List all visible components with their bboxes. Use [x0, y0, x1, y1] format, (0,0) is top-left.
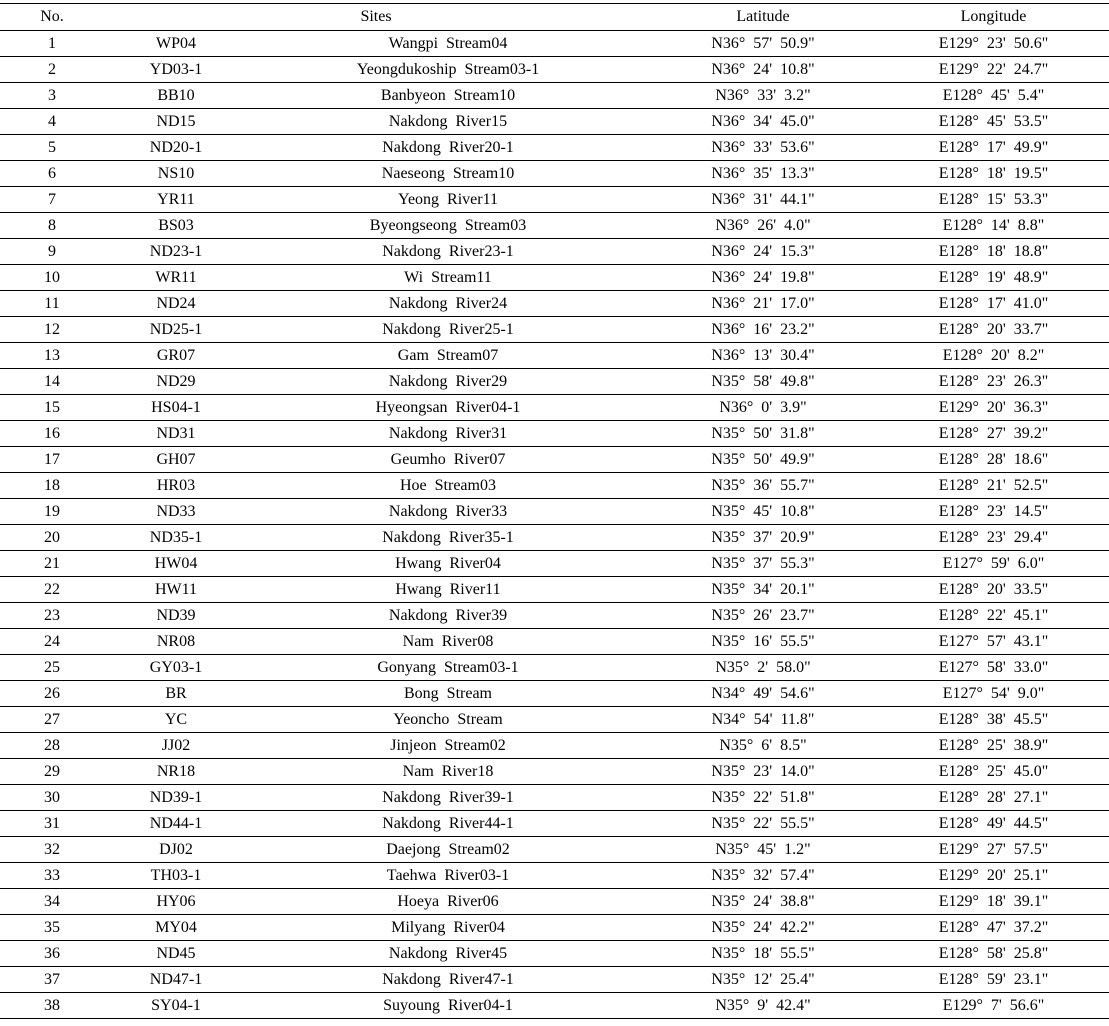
- cell-site-code: ND47-1: [104, 967, 248, 993]
- cell-site-name: Nakdong River33: [248, 499, 648, 525]
- cell-no: 33: [0, 863, 104, 889]
- cell-latitude: N36° 26' 4.0": [648, 213, 878, 239]
- cell-latitude: N35° 6' 8.5": [648, 733, 878, 759]
- cell-site-code: BS03: [104, 213, 248, 239]
- table-row: [0, 265, 1109, 291]
- cell-site-code: ND39: [104, 603, 248, 629]
- table-row: [0, 109, 1109, 135]
- cell-site-code: NR18: [104, 759, 248, 785]
- cell-site-name: Hyeongsan River04-1: [248, 395, 648, 421]
- cell-site-name: Nakdong River39: [248, 603, 648, 629]
- table-row: [0, 239, 1109, 265]
- cell-longitude: E128° 28' 18.6": [878, 447, 1109, 473]
- cell-site-name: Hwang River11: [248, 577, 648, 603]
- cell-longitude: E129° 7' 56.6": [878, 993, 1109, 1019]
- cell-site-name: Nam River08: [248, 629, 648, 655]
- table-row: [0, 681, 1109, 707]
- cell-no: 15: [0, 395, 104, 421]
- cell-site-code: TH03-1: [104, 863, 248, 889]
- cell-site-code: NR08: [104, 629, 248, 655]
- table-row: [0, 967, 1109, 993]
- cell-no: 32: [0, 837, 104, 863]
- cell-latitude: N35° 18' 55.5": [648, 941, 878, 967]
- cell-latitude: N36° 16' 23.2": [648, 317, 878, 343]
- cell-latitude: N36° 34' 45.0": [648, 109, 878, 135]
- cell-latitude: N34° 54' 11.8": [648, 707, 878, 733]
- cell-no: 34: [0, 889, 104, 915]
- cell-site-code: HW11: [104, 577, 248, 603]
- cell-site-code: BR: [104, 681, 248, 707]
- cell-no: 31: [0, 811, 104, 837]
- cell-latitude: N35° 23' 14.0": [648, 759, 878, 785]
- cell-no: 12: [0, 317, 104, 343]
- cell-latitude: N35° 22' 51.8": [648, 785, 878, 811]
- cell-site-name: Wangpi Stream04: [248, 31, 648, 57]
- cell-site-code: ND31: [104, 421, 248, 447]
- table-row: [0, 161, 1109, 187]
- cell-no: 14: [0, 369, 104, 395]
- table-header: [0, 4, 1109, 31]
- cell-latitude: N35° 24' 38.8": [648, 889, 878, 915]
- cell-site-code: HS04-1: [104, 395, 248, 421]
- cell-site-code: ND24: [104, 291, 248, 317]
- table-row: [0, 447, 1109, 473]
- cell-longitude: E129° 20' 25.1": [878, 863, 1109, 889]
- cell-site-code: DJ02: [104, 837, 248, 863]
- cell-latitude: N35° 36' 55.7": [648, 473, 878, 499]
- cell-longitude: E128° 23' 14.5": [878, 499, 1109, 525]
- cell-no: 2: [0, 57, 104, 83]
- header-latitude: Latitude: [648, 4, 878, 31]
- cell-site-code: JJ02: [104, 733, 248, 759]
- cell-longitude: E127° 58' 33.0": [878, 655, 1109, 681]
- sites-table: [0, 3, 1109, 1019]
- cell-latitude: N35° 24' 42.2": [648, 915, 878, 941]
- cell-latitude: N35° 12' 25.4": [648, 967, 878, 993]
- cell-site-name: Banbyeon Stream10: [248, 83, 648, 109]
- cell-no: 37: [0, 967, 104, 993]
- cell-site-code: SY04-1: [104, 993, 248, 1019]
- cell-site-code: ND33: [104, 499, 248, 525]
- cell-site-name: Wi Stream11: [248, 265, 648, 291]
- cell-no: 24: [0, 629, 104, 655]
- cell-site-name: Hwang River04: [248, 551, 648, 577]
- cell-site-code: GR07: [104, 343, 248, 369]
- cell-no: 18: [0, 473, 104, 499]
- table-row: [0, 317, 1109, 343]
- cell-no: 6: [0, 161, 104, 187]
- cell-site-name: Nakdong River25-1: [248, 317, 648, 343]
- cell-no: 11: [0, 291, 104, 317]
- table-row: [0, 551, 1109, 577]
- table-row: [0, 135, 1109, 161]
- cell-longitude: E128° 59' 23.1": [878, 967, 1109, 993]
- cell-site-name: Gonyang Stream03-1: [248, 655, 648, 681]
- cell-no: 28: [0, 733, 104, 759]
- cell-site-code: ND25-1: [104, 317, 248, 343]
- cell-latitude: N35° 50' 31.8": [648, 421, 878, 447]
- cell-latitude: N35° 34' 20.1": [648, 577, 878, 603]
- cell-site-code: ND23-1: [104, 239, 248, 265]
- cell-no: 1: [0, 31, 104, 57]
- cell-no: 9: [0, 239, 104, 265]
- cell-site-name: Nakdong River45: [248, 941, 648, 967]
- table-row: [0, 889, 1109, 915]
- cell-longitude: E129° 22' 24.7": [878, 57, 1109, 83]
- cell-site-name: Suyoung River04-1: [248, 993, 648, 1019]
- cell-longitude: E129° 18' 39.1": [878, 889, 1109, 915]
- cell-latitude: N35° 58' 49.8": [648, 369, 878, 395]
- cell-longitude: E129° 20' 36.3": [878, 395, 1109, 421]
- cell-latitude: N36° 21' 17.0": [648, 291, 878, 317]
- cell-latitude: N35° 32' 57.4": [648, 863, 878, 889]
- cell-no: 38: [0, 993, 104, 1019]
- cell-site-code: GH07: [104, 447, 248, 473]
- table-row: [0, 733, 1109, 759]
- table-row: [0, 577, 1109, 603]
- cell-latitude: N36° 13' 30.4": [648, 343, 878, 369]
- cell-longitude: E128° 22' 45.1": [878, 603, 1109, 629]
- table-row: [0, 473, 1109, 499]
- cell-no: 8: [0, 213, 104, 239]
- cell-latitude: N35° 50' 49.9": [648, 447, 878, 473]
- cell-site-name: Daejong Stream02: [248, 837, 648, 863]
- cell-no: 23: [0, 603, 104, 629]
- cell-site-code: ND45: [104, 941, 248, 967]
- cell-no: 30: [0, 785, 104, 811]
- cell-longitude: E127° 54' 9.0": [878, 681, 1109, 707]
- cell-latitude: N36° 24' 10.8": [648, 57, 878, 83]
- cell-longitude: E128° 20' 33.7": [878, 317, 1109, 343]
- table-row: [0, 915, 1109, 941]
- cell-no: 21: [0, 551, 104, 577]
- cell-site-name: Jinjeon Stream02: [248, 733, 648, 759]
- table-row: [0, 603, 1109, 629]
- cell-site-code: YR11: [104, 187, 248, 213]
- cell-site-name: Nakdong River44-1: [248, 811, 648, 837]
- cell-longitude: E127° 59' 6.0": [878, 551, 1109, 577]
- cell-longitude: E128° 18' 19.5": [878, 161, 1109, 187]
- cell-latitude: N36° 24' 15.3": [648, 239, 878, 265]
- cell-no: 17: [0, 447, 104, 473]
- cell-longitude: E128° 23' 29.4": [878, 525, 1109, 551]
- cell-no: 19: [0, 499, 104, 525]
- header-sites: Sites: [104, 4, 648, 31]
- cell-no: 16: [0, 421, 104, 447]
- cell-longitude: E128° 45' 5.4": [878, 83, 1109, 109]
- table-row: [0, 369, 1109, 395]
- table-row: [0, 707, 1109, 733]
- cell-longitude: E127° 57' 43.1": [878, 629, 1109, 655]
- cell-longitude: E128° 38' 45.5": [878, 707, 1109, 733]
- cell-site-name: Hoe Stream03: [248, 473, 648, 499]
- cell-site-name: Nakdong River47-1: [248, 967, 648, 993]
- cell-longitude: E128° 21' 52.5": [878, 473, 1109, 499]
- cell-site-name: Naeseong Stream10: [248, 161, 648, 187]
- cell-latitude: N35° 37' 55.3": [648, 551, 878, 577]
- cell-latitude: N34° 49' 54.6": [648, 681, 878, 707]
- cell-latitude: N35° 45' 10.8": [648, 499, 878, 525]
- cell-latitude: N35° 26' 23.7": [648, 603, 878, 629]
- cell-latitude: N35° 16' 55.5": [648, 629, 878, 655]
- table-row: [0, 187, 1109, 213]
- cell-site-code: BB10: [104, 83, 248, 109]
- cell-latitude: N36° 35' 13.3": [648, 161, 878, 187]
- cell-latitude: N35° 2' 58.0": [648, 655, 878, 681]
- header-longitude: Longitude: [878, 4, 1109, 31]
- cell-site-name: Nakdong River23-1: [248, 239, 648, 265]
- cell-latitude: N35° 9' 42.4": [648, 993, 878, 1019]
- cell-no: 10: [0, 265, 104, 291]
- cell-no: 3: [0, 83, 104, 109]
- cell-site-code: ND15: [104, 109, 248, 135]
- table-body: [0, 31, 1109, 1019]
- cell-latitude: N35° 45' 1.2": [648, 837, 878, 863]
- cell-latitude: N35° 37' 20.9": [648, 525, 878, 551]
- cell-latitude: N36° 57' 50.9": [648, 31, 878, 57]
- cell-longitude: E128° 28' 27.1": [878, 785, 1109, 811]
- cell-site-code: YC: [104, 707, 248, 733]
- cell-site-code: ND44-1: [104, 811, 248, 837]
- cell-site-name: Bong Stream: [248, 681, 648, 707]
- cell-longitude: E128° 20' 33.5": [878, 577, 1109, 603]
- cell-longitude: E128° 23' 26.3": [878, 369, 1109, 395]
- table-row: [0, 941, 1109, 967]
- table-row: [0, 785, 1109, 811]
- table-row: [0, 57, 1109, 83]
- cell-site-name: Nakdong River35-1: [248, 525, 648, 551]
- table-row: [0, 83, 1109, 109]
- table-row: [0, 525, 1109, 551]
- cell-site-code: HY06: [104, 889, 248, 915]
- cell-site-code: ND35-1: [104, 525, 248, 551]
- cell-no: 27: [0, 707, 104, 733]
- table-row: [0, 343, 1109, 369]
- cell-site-code: ND39-1: [104, 785, 248, 811]
- cell-longitude: E128° 27' 39.2": [878, 421, 1109, 447]
- header-no: No.: [0, 4, 104, 31]
- cell-no: 35: [0, 915, 104, 941]
- sites-table-container: [0, 3, 1109, 1019]
- cell-no: 5: [0, 135, 104, 161]
- cell-site-code: YD03-1: [104, 57, 248, 83]
- table-row: [0, 395, 1109, 421]
- cell-site-code: NS10: [104, 161, 248, 187]
- cell-no: 29: [0, 759, 104, 785]
- cell-latitude: N36° 31' 44.1": [648, 187, 878, 213]
- cell-site-name: Milyang River04: [248, 915, 648, 941]
- cell-site-code: MY04: [104, 915, 248, 941]
- cell-no: 26: [0, 681, 104, 707]
- cell-longitude: E128° 17' 41.0": [878, 291, 1109, 317]
- cell-site-name: Gam Stream07: [248, 343, 648, 369]
- cell-no: 25: [0, 655, 104, 681]
- cell-longitude: E128° 18' 18.8": [878, 239, 1109, 265]
- cell-site-name: Nakdong River31: [248, 421, 648, 447]
- cell-longitude: E128° 49' 44.5": [878, 811, 1109, 837]
- cell-latitude: N36° 33' 53.6": [648, 135, 878, 161]
- cell-site-name: Nakdong River15: [248, 109, 648, 135]
- cell-longitude: E128° 47' 37.2": [878, 915, 1109, 941]
- cell-site-name: Geumho River07: [248, 447, 648, 473]
- cell-site-name: Yeong River11: [248, 187, 648, 213]
- table-row: [0, 655, 1109, 681]
- table-row: [0, 759, 1109, 785]
- table-row: [0, 421, 1109, 447]
- table-row: [0, 811, 1109, 837]
- cell-site-name: Nakdong River39-1: [248, 785, 648, 811]
- cell-longitude: E129° 27' 57.5": [878, 837, 1109, 863]
- cell-latitude: N36° 0' 3.9": [648, 395, 878, 421]
- table-row: [0, 499, 1109, 525]
- table-row: [0, 629, 1109, 655]
- cell-longitude: E128° 20' 8.2": [878, 343, 1109, 369]
- cell-site-code: WR11: [104, 265, 248, 291]
- cell-no: 22: [0, 577, 104, 603]
- cell-site-name: Nakdong River24: [248, 291, 648, 317]
- cell-no: 36: [0, 941, 104, 967]
- cell-longitude: E128° 15' 53.3": [878, 187, 1109, 213]
- cell-site-code: HW04: [104, 551, 248, 577]
- cell-latitude: N35° 22' 55.5": [648, 811, 878, 837]
- table-row: [0, 863, 1109, 889]
- table-row: [0, 993, 1109, 1019]
- cell-latitude: N36° 24' 19.8": [648, 265, 878, 291]
- cell-longitude: E128° 19' 48.9": [878, 265, 1109, 291]
- cell-longitude: E128° 14' 8.8": [878, 213, 1109, 239]
- header-row: [0, 4, 1109, 31]
- cell-no: 20: [0, 525, 104, 551]
- cell-site-code: WP04: [104, 31, 248, 57]
- cell-site-name: Byeongseong Stream03: [248, 213, 648, 239]
- cell-site-code: HR03: [104, 473, 248, 499]
- cell-no: 4: [0, 109, 104, 135]
- cell-site-name: Yeoncho Stream: [248, 707, 648, 733]
- cell-longitude: E128° 45' 53.5": [878, 109, 1109, 135]
- cell-no: 7: [0, 187, 104, 213]
- table-row: [0, 837, 1109, 863]
- cell-site-code: ND29: [104, 369, 248, 395]
- cell-longitude: E128° 25' 45.0": [878, 759, 1109, 785]
- cell-site-code: ND20-1: [104, 135, 248, 161]
- cell-site-code: GY03-1: [104, 655, 248, 681]
- cell-site-name: Nam River18: [248, 759, 648, 785]
- cell-site-name: Nakdong River20-1: [248, 135, 648, 161]
- cell-site-name: Nakdong River29: [248, 369, 648, 395]
- table-row: [0, 291, 1109, 317]
- cell-no: 13: [0, 343, 104, 369]
- cell-longitude: E128° 25' 38.9": [878, 733, 1109, 759]
- cell-longitude: E128° 58' 25.8": [878, 941, 1109, 967]
- cell-longitude: E129° 23' 50.6": [878, 31, 1109, 57]
- cell-site-name: Taehwa River03-1: [248, 863, 648, 889]
- cell-site-name: Hoeya River06: [248, 889, 648, 915]
- cell-latitude: N36° 33' 3.2": [648, 83, 878, 109]
- cell-site-name: Yeongdukoship Stream03-1: [248, 57, 648, 83]
- cell-longitude: E128° 17' 49.9": [878, 135, 1109, 161]
- table-row: [0, 31, 1109, 57]
- table-row: [0, 213, 1109, 239]
